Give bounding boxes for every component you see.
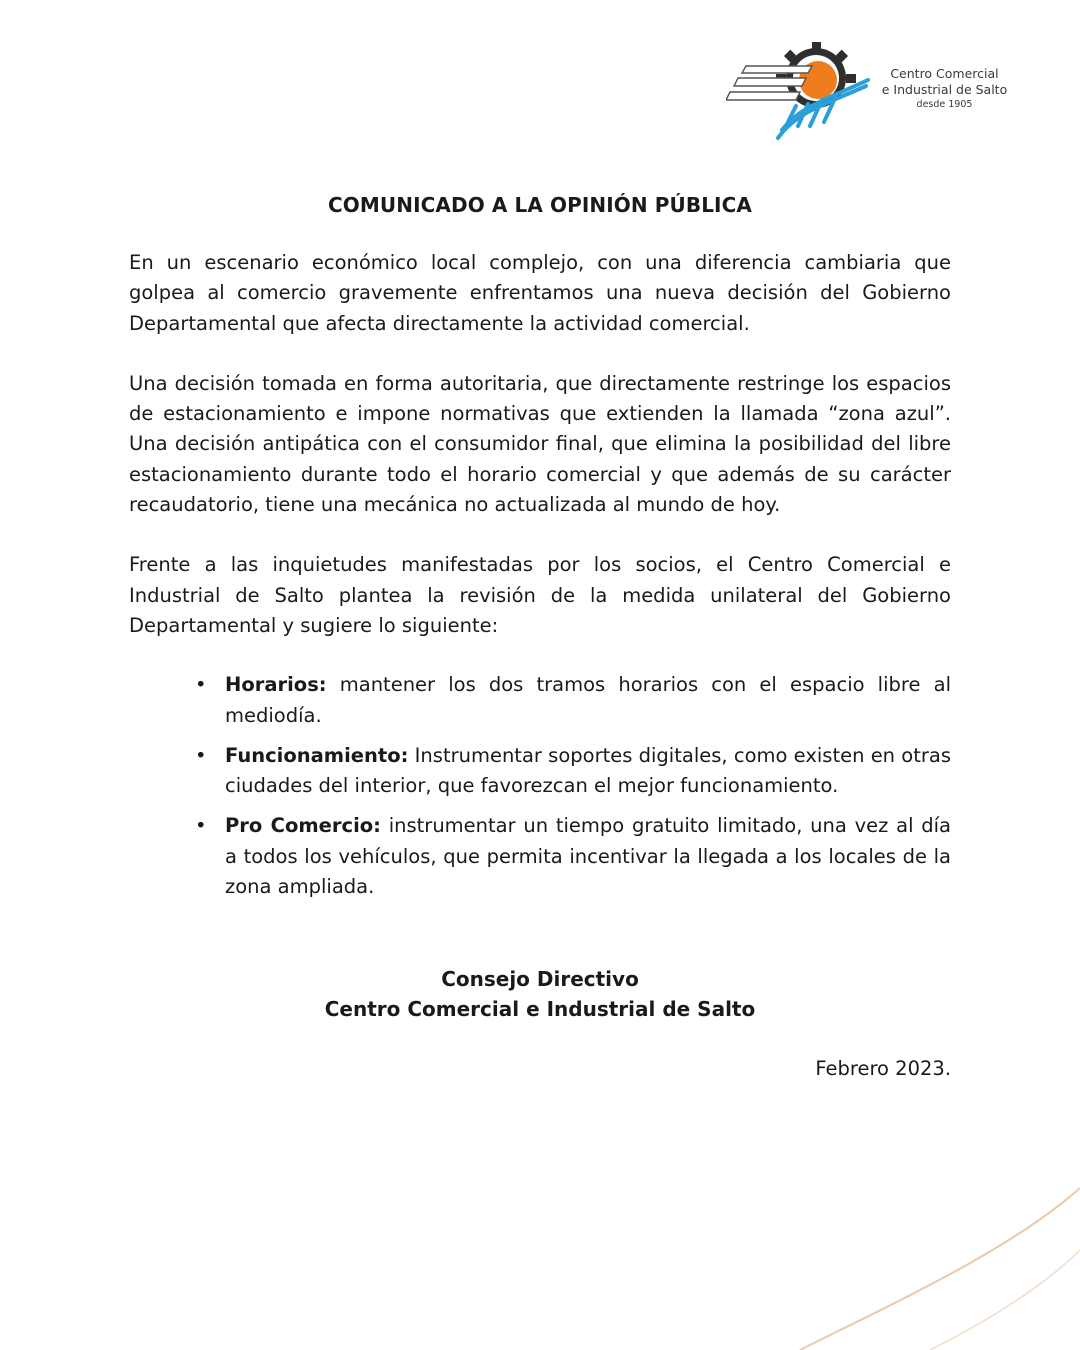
org-name-line1: Centro Comercial (890, 66, 999, 81)
bullet-icon: • (195, 743, 207, 767)
document-title: COMUNICADO A LA OPINIÓN PÚBLICA (328, 193, 752, 217)
org-since: desde 1905 (916, 99, 973, 110)
signature-line2: Centro Comercial e Industrial de Salto (324, 997, 756, 1022)
bullet-text: Instrumentar soportes digitales, como existen en otras ciudades del interior, que favorezcan el mejor funcionamiento. (225, 743, 951, 798)
organization-logo (726, 40, 1016, 144)
bullet-term: Pro Comercio: (225, 814, 381, 838)
document-body (129, 190, 951, 1084)
bullet-term: Funcionamiento: (225, 743, 409, 767)
paragraph-3: Frente a las inquietudes manifestadas por los socios, el Centro Comercial e Industrial de Salto plantea la revisión de la medida unilateral del Gobierno Departamental y sugiere lo siguiente: (129, 553, 951, 637)
bullet-text: mantener los dos tramos horarios con el espacio libre al mediodía. (225, 673, 951, 727)
bullet-icon: • (195, 673, 207, 697)
signature-block (129, 964, 951, 1024)
decorative-swoosh-icon (760, 1180, 1080, 1350)
list-item (195, 741, 951, 802)
paragraph-2: Una decisión tomada en forma autoritaria, que directamente restringe los espacios de estacionamiento e impone normativas que extienden la llamada “zona azul”. Una decisión antipática con el consumidor final, que elimina la posibilidad del libre estacionamiento durante todo el horario comercial y que además de su carácter recaudatorio, tiene una mecánica no actualizada al mundo de hoy. (129, 371, 951, 517)
document-date: Febrero 2023. (815, 1057, 951, 1081)
bullet-text: instrumentar un tiempo gratuito limitado, una vez al día a todos los vehículos, que permita incentivar la llegada a los locales de la zona ampliada. (225, 814, 951, 899)
paragraph-1: En un escenario económico local complejo, con una diferencia cambiaria que golpea al comercio gravemente enfrentamos una nueva decisión del Gobierno Departamental que afecta directamente la actividad comercial. (129, 251, 951, 335)
bullet-icon: • (195, 814, 207, 838)
list-item (195, 670, 951, 731)
bullet-term: Horarios: (225, 673, 327, 697)
proposal-list (129, 670, 951, 902)
signature-line1: Consejo Directivo (441, 967, 639, 992)
list-item (195, 811, 951, 902)
org-name-line2: e Industrial de Salto (881, 82, 1008, 97)
logo-emblem-icon (726, 40, 876, 144)
